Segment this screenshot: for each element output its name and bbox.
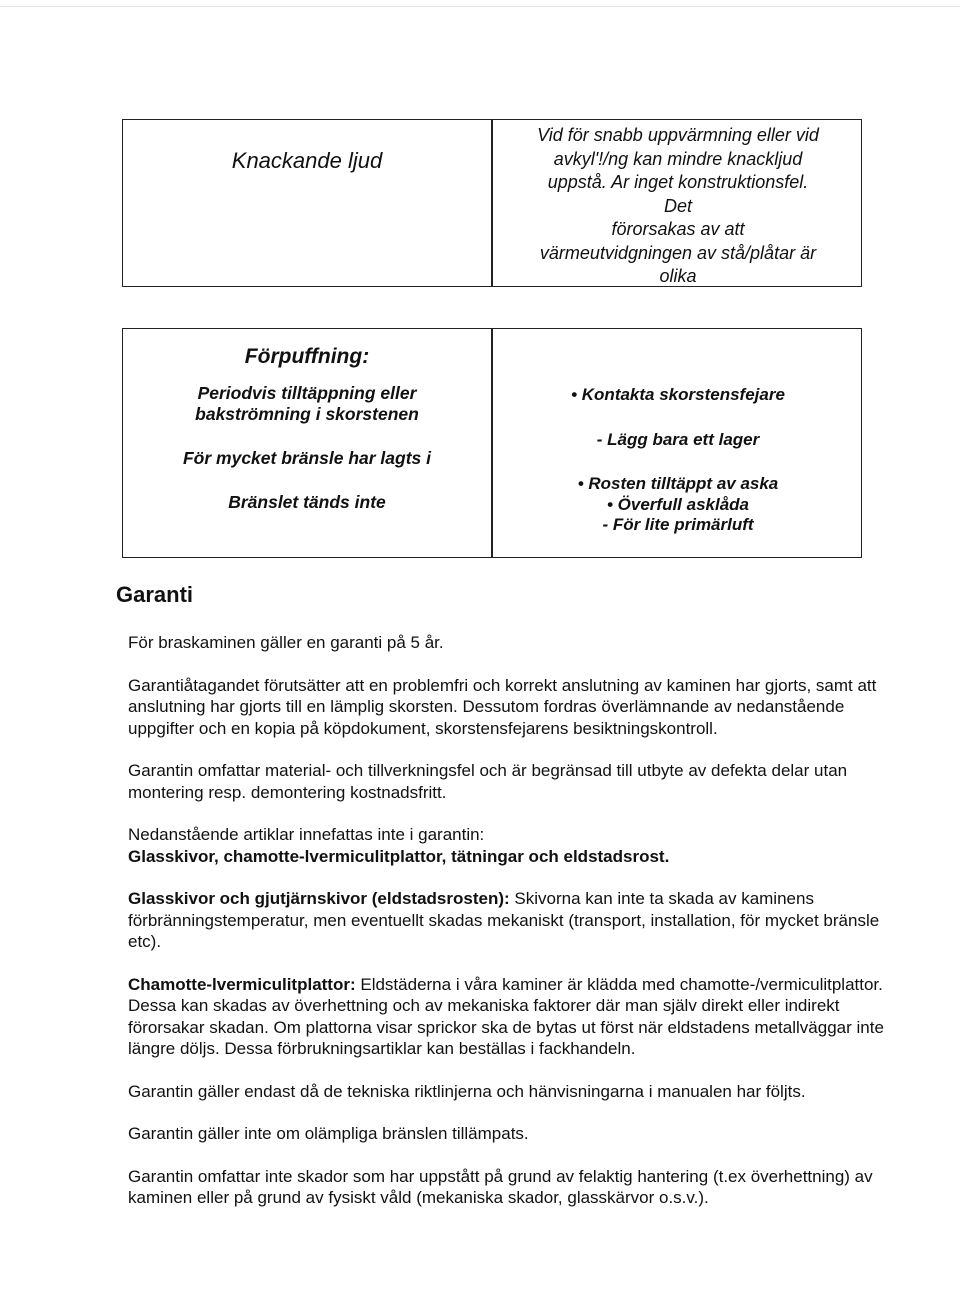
section-title-garanti: Garanti: [116, 582, 194, 607]
problem-heading: Förpuffning:: [244, 345, 370, 368]
paragraph: [128, 974, 903, 1060]
explanation-cell: [493, 124, 863, 289]
causes-cell: [123, 345, 491, 513]
warranty-body: [128, 632, 903, 1230]
remedies-cell: [493, 385, 863, 536]
paragraph: För braskaminen gäller en garanti på 5 år.: [128, 633, 444, 652]
paragraph-text: Eldstäderna i våra kaminer är klädda med chamotte-/vermiculitplattor. Dessa kan skadas av överhettning och av mekaniska faktorer där man själv direkt eller indirekt förorsakar skadan. Om plattorna visar sprickor ska de bytas ut först när eldstadens metallväggar inte längre döljs. Dessa förbrukningsartiklar kan beställas i fackhandeln.: [128, 974, 884, 1058]
cause-line: Periodvis tilltäppning eller: [197, 383, 417, 403]
excluded-items: Glasskivor, chamotte-lvermiculitplattor, tätningar och eldstadsrost.: [128, 846, 670, 866]
paragraph-lead: Chamotte-lvermiculitplattor:: [128, 974, 356, 994]
remedy-line: • Rosten tilltäppt av aska: [577, 474, 779, 493]
explanation-line: förorsakas av att: [611, 219, 745, 239]
explanation-line: Det: [663, 195, 692, 216]
explanation-line: olika: [659, 266, 697, 286]
troubleshooting-table-puffing: [122, 328, 862, 558]
paragraph: [128, 888, 903, 953]
remedy-line: - Lägg bara ett lager: [596, 429, 760, 449]
paragraph-text: Skivorna kan inte ta skada av kaminens förbränningstemperatur, men eventuellt skadas mekaniskt (transport, installation, för mycket bränsle etc).: [128, 889, 880, 951]
paragraph: Garantiåtagandet förutsätter att en problemfri och korrekt anslutning av kaminen har gjorts, samt att anslutning har gjorts till en lämplig skorsten. Dessutom fordras överlämnande av nedanstående uppgifter och en kopia på köpdokument, skorstensfejarens besiktningskontroll.: [128, 675, 877, 738]
cause-line: Bränslet tänds inte: [228, 492, 386, 512]
explanation-line: uppstå. Ar inget konstruktionsfel.: [547, 172, 809, 192]
remedy-line: • Kontakta skorstensfejare: [571, 385, 785, 404]
paragraph: Garantin gäller endast då de tekniska riktlinjerna och hänvisningarna i manualen har följts.: [128, 1081, 806, 1101]
page-top-rule: [0, 6, 960, 7]
cause-line: bakströmning i skorstenen: [195, 404, 419, 424]
problem-cell: Knackande ljud: [231, 148, 383, 173]
paragraph: [128, 824, 903, 867]
paragraph-intro: Nedanstående artiklar innefattas inte i garantin:: [128, 825, 485, 844]
paragraph: Garantin omfattar inte skador som har uppstått på grund av felaktig hantering (t.ex överhettning) av kaminen eller på grund av fysiskt våld (mekaniska skador, glasskärvor o.s.v.).: [128, 1166, 873, 1207]
troubleshooting-table-knocking: [122, 119, 862, 287]
explanation-line: avkyl'!/ng kan mindre knackljud: [553, 148, 803, 169]
paragraph-lead: Glasskivor och gjutjärnskivor (eldstadsrosten):: [128, 889, 510, 908]
cause-line: För mycket bränsle har lagts i: [182, 448, 431, 468]
paragraph: Garantin omfattar material- och tillverkningsfel och är begränsad till utbyte av defekta delar utan montering resp. demontering kostnadsfritt.: [128, 761, 848, 802]
remedy-line: - För lite primärluft: [602, 515, 754, 534]
remedy-line: • Överfull asklåda: [606, 494, 750, 514]
paragraph: Garantin gäller inte om olämpliga bränslen tillämpats.: [128, 1124, 529, 1143]
explanation-line: Vid för snabb uppvärmning eller vid: [537, 125, 819, 145]
explanation-line: värmeutvidgningen av stå/plåtar är: [539, 242, 817, 263]
